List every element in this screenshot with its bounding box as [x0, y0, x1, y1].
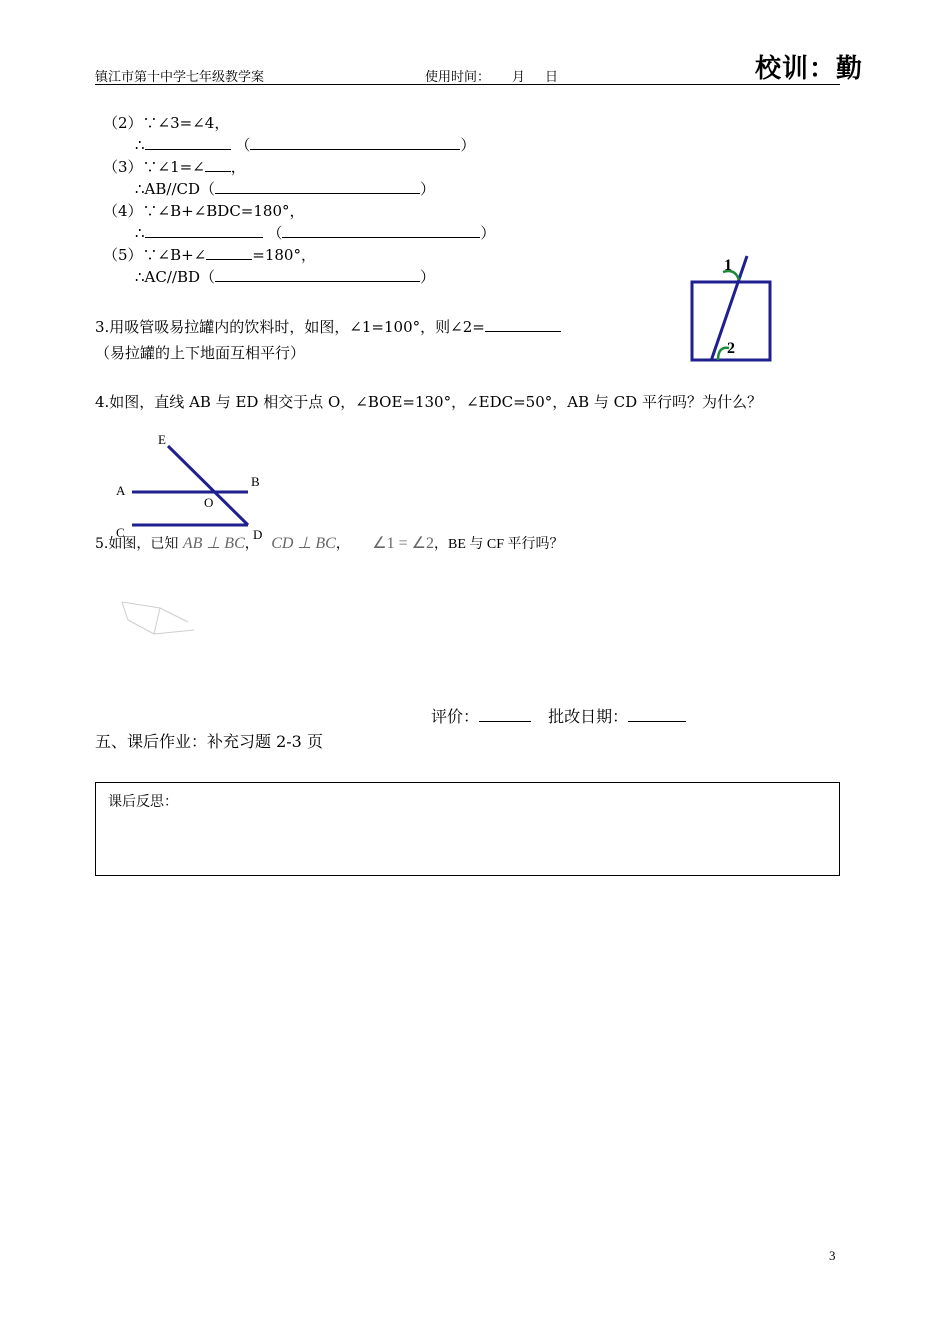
label-d: D [253, 527, 263, 542]
angle1-label: 1 [724, 257, 732, 274]
label-b: B [251, 474, 260, 489]
evaluation-line: 评价： 批改日期： [431, 704, 686, 727]
q5-condition1: AB ⊥ BC [182, 535, 245, 552]
q3-text: 3.用吸管吸易拉罐内的饮料时，如图，∠1=100°，则∠2= [95, 316, 561, 337]
header-month: 月 [512, 70, 526, 85]
q5-condition2: CD ⊥ BC [271, 535, 336, 552]
label-e: E [158, 432, 166, 447]
q2-line6: ∴ （ ） [135, 224, 496, 242]
answer-blank[interactable] [250, 134, 460, 150]
label-c: C [116, 525, 125, 540]
reflection-box[interactable] [95, 782, 840, 876]
q2-line8: ∴AC//BD（ ） [135, 268, 436, 286]
header-day: 日 [545, 70, 559, 85]
q2-line5: （4）∵∠B+∠BDC=180°， [103, 202, 305, 220]
q2-line2: ∴ （ ） [135, 136, 476, 154]
header-motto: 校训：勤 [755, 54, 864, 84]
header-school: 镇江市第十中学七年级教学案 [95, 70, 265, 85]
answer-blank[interactable] [485, 316, 561, 332]
answer-blank[interactable] [205, 156, 231, 172]
label-o: O [204, 495, 214, 510]
header-rule [95, 84, 840, 85]
q5-text: 5.如图，已知 AB ⊥ BC， CD ⊥ BC， ∠1 = ∠2，BE 与 CF 平行吗？ [95, 535, 564, 552]
can-straw-figure [685, 250, 780, 370]
q5-condition3: ∠1 = ∠2 [372, 535, 434, 552]
q2-line4: ∴AB//CD（ ） [135, 180, 436, 198]
q5-faint-figure [118, 598, 200, 640]
intersecting-lines-figure [110, 430, 280, 545]
answer-blank[interactable] [145, 222, 263, 238]
angle2-label: 2 [727, 340, 735, 357]
evaluation-blank[interactable] [479, 705, 531, 722]
q2-line1: （2）∵∠3=∠4， [103, 114, 230, 132]
grading-date-blank[interactable] [628, 705, 686, 722]
answer-blank[interactable] [206, 244, 252, 260]
answer-blank[interactable] [215, 266, 420, 282]
q3-note: （易拉罐的上下地面互相平行） [95, 344, 306, 362]
q2-line3: （3）∵∠1=∠ ， [103, 158, 246, 176]
label-a: A [116, 483, 126, 498]
line-ed [168, 446, 248, 525]
header-date-label: 使用时间： [425, 70, 491, 85]
q2-line7: （5）∵∠B+∠ =180°， [103, 246, 316, 264]
reflection-label: 课后反思： [108, 794, 178, 810]
homework-line: 五、课后作业：补充习题 2-3 页 [95, 732, 323, 751]
answer-blank[interactable] [145, 134, 231, 150]
answer-blank[interactable] [282, 222, 480, 238]
q4-text: 4.如图，直线 AB 与 ED 相交于点 O，∠BOE=130°，∠EDC=50°，AB 与 CD 平行吗？为什么？ [95, 393, 762, 411]
answer-blank[interactable] [215, 178, 420, 194]
page-number: 3 [829, 1248, 836, 1263]
